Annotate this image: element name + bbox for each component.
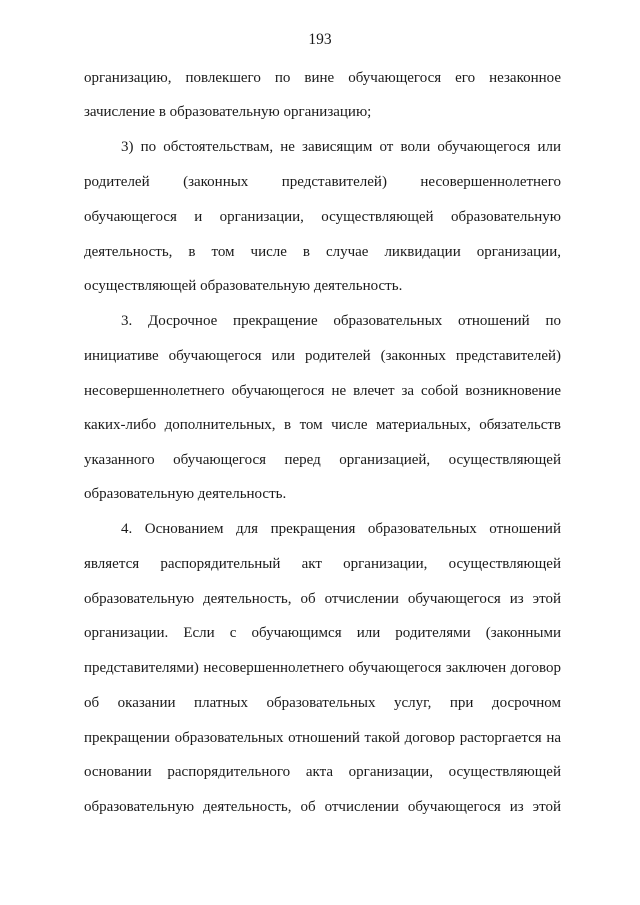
- text-line: деятельность, в том числе в случае ликвидации организации,: [84, 244, 561, 260]
- text-line: организации. Если с обучающимся или родителями (законными: [84, 625, 561, 641]
- text-line: указанного обучающегося перед организацией, осуществляющей: [84, 452, 561, 468]
- text-line: является распорядительный акт организации, осуществляющей: [84, 556, 561, 572]
- text-line: обучающегося и организации, осуществляющей образовательную: [84, 209, 561, 225]
- text-line: зачисление в образовательную организацию;: [84, 104, 372, 120]
- text-line: образовательную деятельность, об отчислении обучающегося из этой: [84, 591, 561, 607]
- text-line: родителей (законных представителей) несовершеннолетнего: [84, 174, 561, 190]
- text-line: прекращении образовательных отношений такой договор расторгается на: [84, 730, 561, 746]
- text-line: основании распорядительного акта организации, осуществляющей: [84, 764, 561, 780]
- text-line: представителями) несовершеннолетнего обучающегося заключен договор: [84, 660, 561, 676]
- text-line: организацию, повлекшего по вине обучающегося его незаконное: [84, 70, 561, 86]
- text-line: несовершеннолетнего обучающегося не влечет за собой возникновение: [84, 383, 561, 399]
- text-line: инициативе обучающегося или родителей (законных представителей): [84, 348, 561, 364]
- text-line: каких-либо дополнительных, в том числе материальных, обязательств: [84, 417, 561, 433]
- text-line: образовательную деятельность, об отчислении обучающегося из этой: [84, 799, 561, 815]
- text-line: 3. Досрочное прекращение образовательных отношений по: [121, 313, 561, 329]
- text-line: 4. Основанием для прекращения образовательных отношений: [121, 521, 561, 537]
- text-line: образовательную деятельность.: [84, 486, 287, 502]
- text-line: об оказании платных образовательных услуг, при досрочном: [84, 695, 561, 711]
- text-line: 3) по обстоятельствам, не зависящим от воли обучающегося или: [121, 139, 561, 155]
- text-line: осуществляющей образовательную деятельность.: [84, 278, 403, 294]
- page-number: 193: [308, 31, 332, 48]
